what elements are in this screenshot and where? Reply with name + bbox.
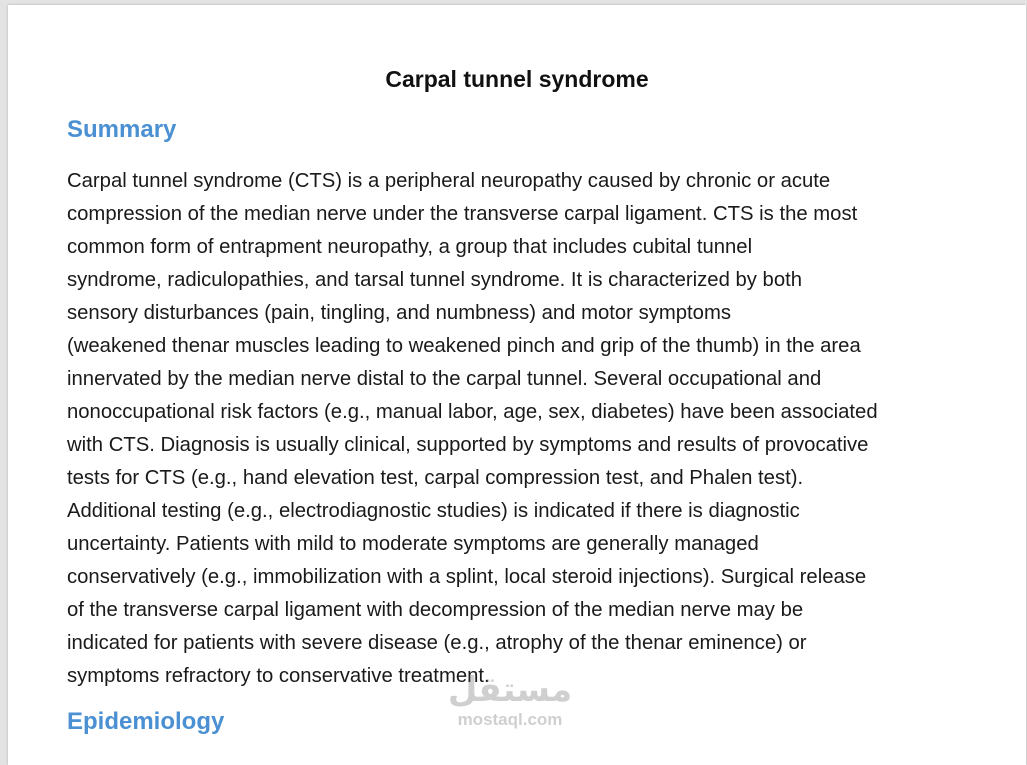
watermark-logo-text: مستقل (447, 670, 573, 710)
watermark-site: mostaql.com (457, 710, 563, 729)
document-title: Carpal tunnel syndrome (385, 66, 649, 92)
paragraph-line: symptoms refractory to conservative treatment. (67, 665, 490, 687)
paragraph-line: conservatively (e.g., immobilization with a splint, local steroid injections). Surgical release (67, 566, 867, 588)
paragraph-line: syndrome, radiculopathies, and tarsal tunnel syndrome. It is characterized by both (67, 269, 803, 291)
document-page (8, 5, 1026, 765)
paragraph-line: indicated for patients with severe disease (e.g., atrophy of the thenar eminence) or (67, 632, 807, 654)
paragraph-line: sensory disturbances (pain, tingling, and numbness) and motor symptoms (67, 302, 731, 324)
paragraph-line: compression of the median nerve under the transverse carpal ligament. CTS is the most (67, 203, 858, 225)
paragraph-line: nonoccupational risk factors (e.g., manual labor, age, sex, diabetes) have been associated (67, 401, 878, 423)
paragraph-line: common form of entrapment neuropathy, a group that includes cubital tunnel (67, 236, 753, 258)
paragraph-line: (weakened thenar muscles leading to weakened pinch and grip of the thumb) in the area (67, 335, 861, 357)
paragraph-line: of the transverse carpal ligament with decompression of the median nerve may be (67, 599, 804, 621)
paragraph-line: Carpal tunnel syndrome (CTS) is a peripheral neuropathy caused by chronic or acute (67, 170, 831, 192)
paragraph-line: with CTS. Diagnosis is usually clinical, supported by symptoms and results of provocative (67, 434, 869, 456)
paragraph-line: Additional testing (e.g., electrodiagnostic studies) is indicated if there is diagnostic (67, 500, 800, 522)
summary-heading: Summary (67, 116, 177, 143)
paragraph-line: tests for CTS (e.g., hand elevation test, carpal compression test, and Phalen test). (67, 467, 804, 489)
summary-paragraph (67, 165, 977, 693)
epidemiology-heading: Epidemiology (67, 708, 225, 735)
paragraph-line: innervated by the median nerve distal to the carpal tunnel. Several occupational and (67, 368, 822, 390)
paragraph-line: uncertainty. Patients with mild to moderate symptoms are generally managed (67, 533, 759, 555)
